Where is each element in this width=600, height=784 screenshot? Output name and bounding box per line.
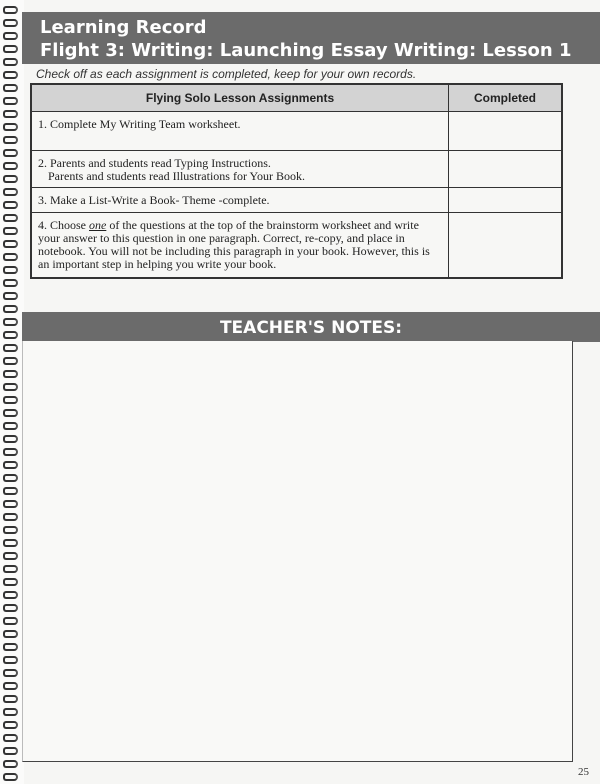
page-number: 25 bbox=[578, 766, 589, 778]
spiral-coil bbox=[3, 734, 18, 742]
spiral-coil bbox=[3, 604, 18, 612]
spiral-coil bbox=[3, 19, 18, 27]
completed-checkbox-cell[interactable] bbox=[449, 112, 563, 151]
spiral-coil bbox=[3, 747, 18, 755]
emphasized-word: one bbox=[89, 218, 107, 232]
table-header-row bbox=[31, 84, 562, 112]
spiral-coil bbox=[3, 513, 18, 521]
spiral-coil bbox=[3, 630, 18, 638]
header-subtitle: Flight 3: Writing: Launching Essay Writing: Lesson 1 bbox=[40, 40, 572, 61]
spiral-coil bbox=[3, 188, 18, 196]
assignment-cell bbox=[31, 151, 449, 188]
spiral-coil bbox=[3, 344, 18, 352]
spiral-coil bbox=[3, 422, 18, 430]
spiral-coil bbox=[3, 656, 18, 664]
assignments-column-header: Flying Solo Lesson Assignments bbox=[31, 84, 449, 112]
spiral-coil bbox=[3, 565, 18, 573]
spiral-coil bbox=[3, 97, 18, 105]
spiral-coil bbox=[3, 292, 18, 300]
completed-checkbox-cell[interactable] bbox=[449, 151, 563, 188]
spiral-coil bbox=[3, 266, 18, 274]
spiral-coil bbox=[3, 214, 18, 222]
spiral-coil bbox=[3, 331, 18, 339]
spiral-coil bbox=[3, 45, 18, 53]
spiral-coil bbox=[3, 487, 18, 495]
spiral-coil bbox=[3, 682, 18, 690]
spiral-coil bbox=[3, 526, 18, 534]
spiral-coil bbox=[3, 578, 18, 586]
assignment-text: 2. Parents and students read Typing Instructions. bbox=[38, 156, 271, 170]
spiral-coil bbox=[3, 370, 18, 378]
spiral-coil bbox=[3, 461, 18, 469]
spiral-coil bbox=[3, 721, 18, 729]
assignment-text: 3. Make a List-Write a Book- Theme -complete. bbox=[38, 193, 270, 207]
spiral-coil bbox=[3, 110, 18, 118]
assignment-cell bbox=[31, 112, 449, 151]
spiral-coil bbox=[3, 435, 18, 443]
spiral-coil bbox=[3, 149, 18, 157]
assignments-table bbox=[30, 83, 563, 279]
spiral-coil bbox=[3, 643, 18, 651]
table-row bbox=[31, 213, 562, 279]
assignment-text-line2: Parents and students read Illustrations for Your Book. bbox=[48, 169, 305, 183]
table-row bbox=[31, 112, 562, 151]
spiral-coil bbox=[3, 58, 18, 66]
spiral-coil bbox=[3, 773, 18, 781]
completed-checkbox-cell[interactable] bbox=[449, 213, 563, 279]
spiral-coil bbox=[3, 253, 18, 261]
assignment-cell bbox=[31, 213, 449, 279]
spiral-coil bbox=[3, 474, 18, 482]
spiral-coil bbox=[3, 500, 18, 508]
spiral-coil bbox=[3, 136, 18, 144]
spiral-coil bbox=[3, 240, 18, 248]
spiral-coil bbox=[3, 32, 18, 40]
spiral-coil bbox=[3, 71, 18, 79]
spiral-coil bbox=[3, 123, 18, 131]
spiral-coil bbox=[3, 227, 18, 235]
header-title: Learning Record bbox=[40, 17, 207, 38]
spiral-coil bbox=[3, 318, 18, 326]
spiral-coil bbox=[3, 591, 18, 599]
spiral-coil bbox=[3, 760, 18, 768]
spiral-coil bbox=[3, 552, 18, 560]
spiral-coil bbox=[3, 175, 18, 183]
spiral-coil bbox=[3, 708, 18, 716]
spiral-coil bbox=[3, 305, 18, 313]
teachers-notes-title: TEACHER'S NOTES: bbox=[219, 318, 403, 338]
spiral-coil bbox=[3, 409, 18, 417]
spiral-coil bbox=[3, 695, 18, 703]
spiral-coil bbox=[3, 448, 18, 456]
spiral-coil bbox=[3, 396, 18, 404]
instruction-text: Check off as each assignment is completed, keep for your own records. bbox=[36, 67, 417, 81]
spiral-coil bbox=[3, 201, 18, 209]
spiral-coil bbox=[3, 383, 18, 391]
teachers-notes-area[interactable] bbox=[22, 341, 573, 762]
table-row bbox=[31, 188, 562, 213]
table-row bbox=[31, 151, 562, 188]
spiral-coil bbox=[3, 162, 18, 170]
assignment-text: 4. Choose bbox=[38, 218, 89, 232]
spiral-coil bbox=[3, 617, 18, 625]
spiral-coil bbox=[3, 84, 18, 92]
spiral-coil bbox=[3, 539, 18, 547]
spiral-binding bbox=[0, 0, 24, 784]
completed-checkbox-cell[interactable] bbox=[449, 188, 563, 213]
assignment-cell bbox=[31, 188, 449, 213]
assignment-text-cont: of the questions at the top of the brainstorm worksheet and write your answer to this question in one paragraph. Correct, re-copy, and place in notebook. You will not be including this paragraph in your book. However, this is an important step in helping you write your book. bbox=[38, 218, 430, 271]
spiral-coil bbox=[3, 279, 18, 287]
learning-record-header bbox=[22, 12, 600, 64]
teachers-notes-header bbox=[22, 312, 600, 342]
spiral-coil bbox=[3, 669, 18, 677]
spiral-coil bbox=[3, 357, 18, 365]
completed-column-header: Completed bbox=[449, 84, 563, 112]
spiral-coil bbox=[3, 6, 18, 14]
assignment-text: 1. Complete My Writing Team worksheet. bbox=[38, 117, 241, 131]
